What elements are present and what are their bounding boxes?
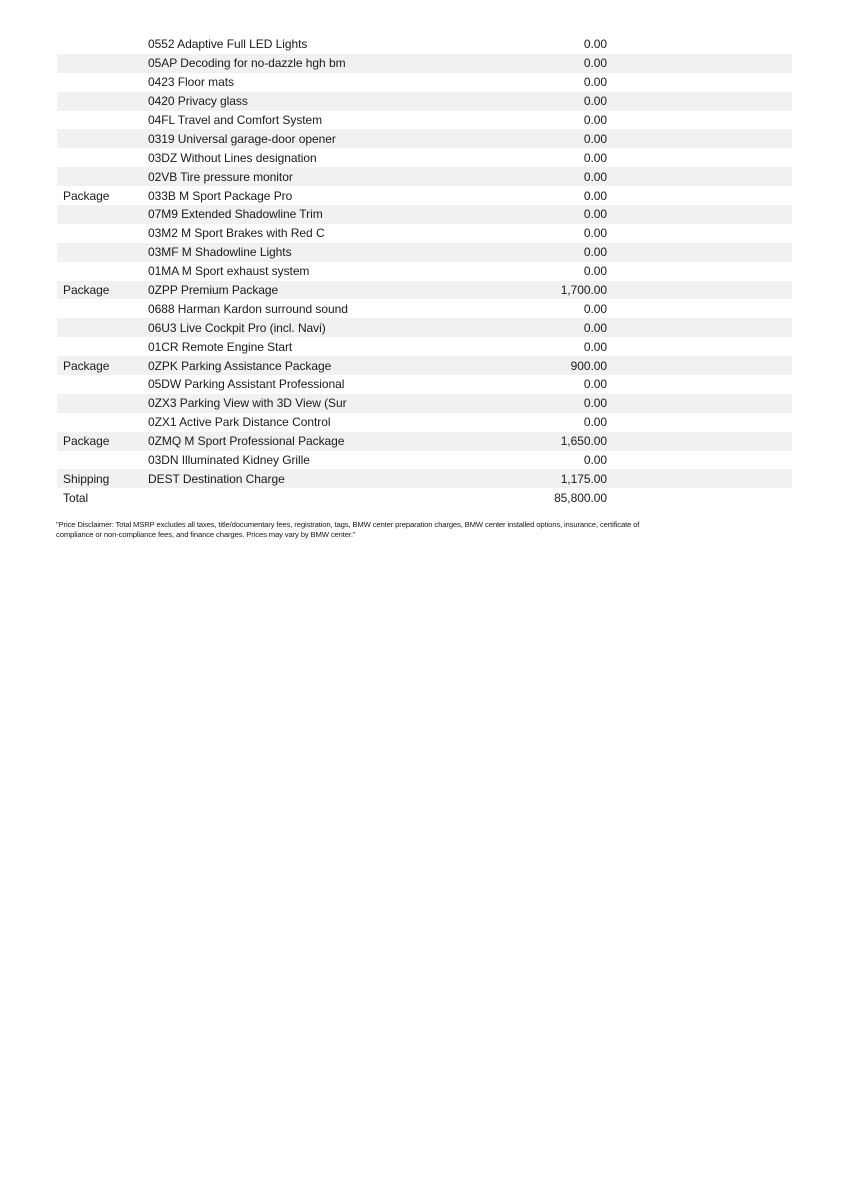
row-description: 06U3 Live Cockpit Pro (incl. Navi): [148, 320, 326, 335]
disclaimer-line-2: compliance or non-compliance fees, and finance charges. Prices may vary by BMW center.": [56, 530, 356, 539]
table-row: [57, 54, 792, 73]
table-row: [57, 92, 792, 111]
price-disclaimer: [56, 520, 796, 540]
row-price: 0.00: [583, 226, 607, 241]
row-description: 0ZX1 Active Park Distance Control: [148, 415, 331, 430]
row-price: 0.00: [583, 169, 607, 184]
row-price: 0.00: [583, 131, 607, 146]
row-description: 02VB Tire pressure monitor: [148, 169, 293, 184]
row-price: 0.00: [583, 301, 607, 316]
table-row: [57, 413, 792, 432]
table-row: [57, 148, 792, 167]
row-price: 900.00: [570, 358, 607, 373]
row-category-label: Shipping: [63, 471, 110, 486]
table-row: [57, 281, 792, 300]
row-category-label: Package: [63, 283, 110, 298]
row-description: 0423 Floor mats: [148, 75, 234, 90]
row-description: 03DZ Without Lines designation: [148, 150, 317, 165]
row-price: 0.00: [583, 339, 607, 354]
row-description: 04FL Travel and Comfort System: [148, 113, 323, 127]
row-price: 0.00: [583, 396, 607, 411]
row-description: 0420 Privacy glass: [148, 94, 248, 109]
row-category-label: Total: [63, 490, 89, 505]
row-description: 03M2 M Sport Brakes with Red C: [148, 226, 325, 241]
row-description: 0ZPK Parking Assistance Package: [148, 358, 332, 373]
row-description: 03DN Illuminated Kidney Grille: [148, 453, 310, 468]
row-description: 0ZPP Premium Package: [148, 283, 279, 298]
table-row: [57, 375, 792, 394]
row-description: 05AP Decoding for no-dazzle hgh bm: [148, 56, 346, 71]
row-price: 0.00: [583, 150, 607, 165]
row-price: 0.00: [583, 113, 607, 127]
row-description: 05DW Parking Assistant Professional: [148, 377, 345, 392]
row-price: 0.00: [583, 37, 607, 52]
table-row: [57, 129, 792, 148]
row-description: 01MA M Sport exhaust system: [148, 264, 310, 279]
row-description: 0ZX3 Parking View with 3D View (Sur: [148, 396, 347, 411]
row-price: 85,800.00: [554, 490, 607, 505]
table-row: [57, 451, 792, 470]
table-row: [57, 356, 792, 375]
row-price: 0.00: [583, 245, 607, 260]
row-category-label: Package: [63, 434, 110, 449]
row-price: 0.00: [583, 56, 607, 71]
row-description: 0319 Universal garage-door opener: [148, 131, 336, 146]
vehicle-options-table: [57, 35, 792, 507]
table-row: [57, 73, 792, 92]
row-price: 1,700.00: [560, 283, 607, 298]
table-row: [57, 318, 792, 337]
row-description: DEST Destination Charge: [148, 471, 285, 486]
table-row: [57, 394, 792, 413]
row-price: 0.00: [583, 415, 607, 430]
row-price: 0.00: [583, 188, 607, 203]
row-category-label: Package: [63, 358, 110, 373]
row-description: 0ZMQ M Sport Professional Package: [148, 434, 345, 449]
disclaimer-line-1: "Price Disclaimer: Total MSRP excludes all taxes, title/documentary fees, registration, tags, BMW center preparation charges, BMW center installed options, insurance, certificate of: [56, 520, 640, 529]
table-row: [57, 167, 792, 186]
row-description: 03MF M Shadowline Lights: [148, 245, 292, 260]
row-description: 07M9 Extended Shadowline Trim: [148, 207, 323, 222]
row-description: 01CR Remote Engine Start: [148, 339, 293, 354]
row-description: 033B M Sport Package Pro: [148, 188, 293, 203]
row-price: 0.00: [583, 207, 607, 222]
row-price: 1,650.00: [560, 434, 607, 449]
table-row: [57, 111, 792, 130]
table-row: [57, 224, 792, 243]
row-price: 0.00: [583, 320, 607, 335]
table-row: [57, 432, 792, 451]
table-row: [57, 469, 792, 488]
table-row: [57, 299, 792, 318]
row-price: 0.00: [583, 94, 607, 109]
table-row: [57, 205, 792, 224]
table-row: [57, 243, 792, 262]
table-row: [57, 186, 792, 205]
row-price: 0.00: [583, 453, 607, 468]
table-row: [57, 262, 792, 281]
row-price: 1,175.00: [560, 471, 607, 486]
row-description: 0552 Adaptive Full LED Lights: [148, 37, 308, 52]
row-category-label: Package: [63, 188, 110, 203]
row-price: 0.00: [583, 75, 607, 90]
table-row: [57, 35, 792, 54]
table-row: [57, 337, 792, 356]
row-price: 0.00: [583, 377, 607, 392]
row-description: 0688 Harman Kardon surround sound: [148, 301, 348, 316]
table-row: [57, 488, 792, 507]
row-price: 0.00: [583, 264, 607, 279]
